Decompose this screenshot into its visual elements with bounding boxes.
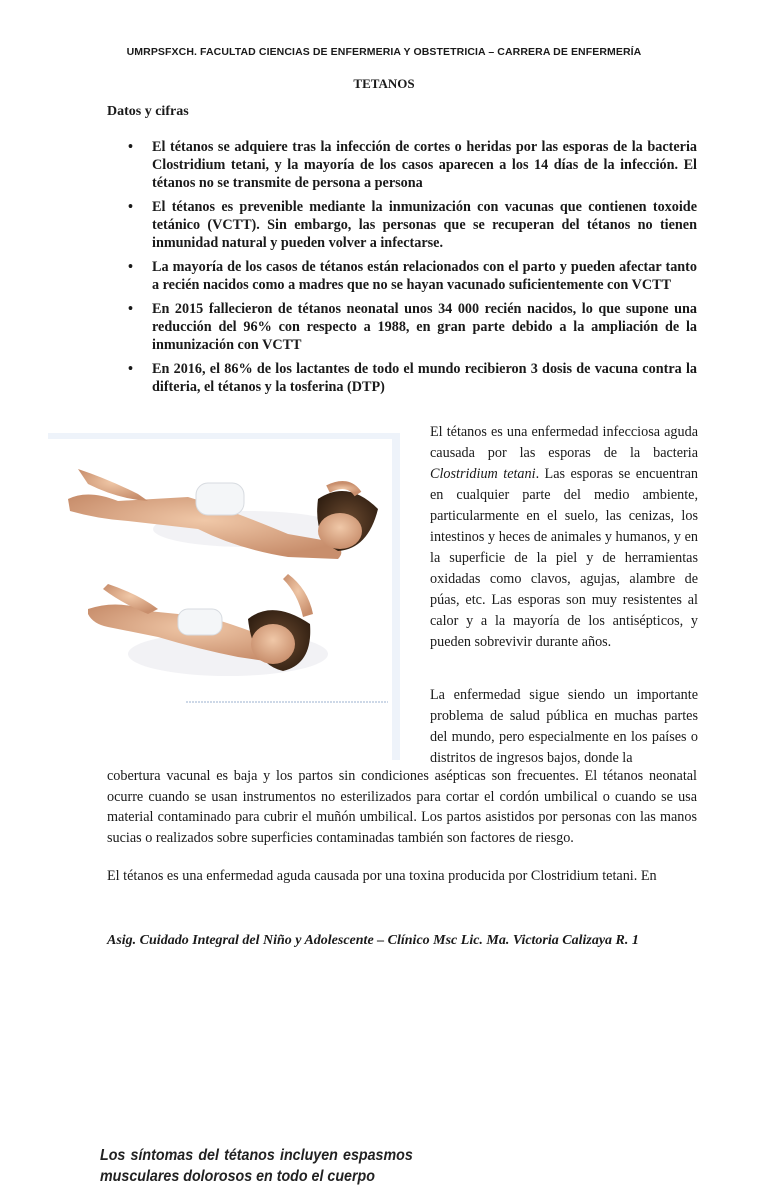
list-item: • El tétanos se adquiere tras la infección de cortes o heridas por las esporas de la bacteria Clostridium tetani, y la mayoría de los casos aparecen a los 14 días de la infección. El tétanos no se transmite de persona a persona	[152, 138, 697, 192]
paragraph-1-text-b: . Las esporas se encuentran en cualquier parte del medio ambiente, particularmente en el suelo, las cenizas, los intestinos y heces de animales y humanos, y en la superficie de la piel y de herramientas oxidadas como clavos, agujas, alambre de púas, etc. Las esporas son muy resistentes al calor y a la mayoría de los antisépticos, y pueden sobrevivir durante años.	[430, 466, 698, 650]
list-item: • En 2015 fallecieron de tétanos neonatal unos 34 000 recién nacidos, lo que supone una reducción del 96% con respecto a 1988, en gran parte debido a la ampliación de la inmunización con VCTT	[152, 300, 697, 354]
paragraph-3: El tétanos es una enfermedad aguda causada por una toxina producida por Clostridium tetani. En	[107, 868, 657, 884]
infant-spasm-illustration	[48, 439, 392, 760]
paragraph-1-text-a: El tétanos es una enfermedad infecciosa aguda causada por las esporas de la bacteria	[430, 424, 698, 461]
list-item: • En 2016, el 86% de los lactantes de todo el mundo recibieron 3 dosis de vacuna contra la difteria, el tétanos y la tosferina (DTP)	[152, 360, 697, 396]
list-item: • La mayoría de los casos de tétanos están relacionados con el parto y pueden afectar tanto a recién nacidos como a madres que no se hayan vacunado suficientemente con VCTT	[152, 258, 697, 294]
section-heading: Datos y cifras	[107, 104, 189, 119]
species-name: Clostridium tetani	[430, 466, 536, 482]
page-footer: Asig. Cuidado Integral del Niño y Adolescente – Clínico Msc Lic. Ma. Victoria Calizaya R. 1	[107, 933, 639, 948]
paragraph-1	[430, 422, 698, 653]
infant-top	[68, 469, 378, 559]
list-item: • El tétanos es prevenible mediante la inmunización con vacunas que contienen toxoide tetánico (VCTT). Sin embargo, las personas que se recuperan del tétanos no tienen inmunidad natural y pueden volver a infectarse.	[152, 198, 697, 252]
facts-list	[152, 138, 697, 402]
page-title: TETANOS	[353, 76, 415, 91]
document-header: UMRPSFXCH. FACULTAD CIENCIAS DE ENFERMERIA Y OBSTETRICIA – CARRERA DE ENFERMERÍA	[126, 46, 642, 58]
paragraph-2-side: La enfermedad sigue siendo un importante problema de salud pública en muchas partes del mundo, pero especialmente en los países o distritos de ingresos bajos, donde la	[430, 687, 698, 766]
figure-caption: Los síntomas del tétanos incluyen espasmos musculares dolorosos en todo el cuerpo	[100, 1147, 413, 1185]
paragraph-2-continuation: cobertura vacunal es baja y los partos sin condiciones asépticas son frecuentes. El tétanos neonatal ocurre cuando se usan instrumentos no esterilizados para cortar el cordón umbilical o cuando se usa material contaminado para cubrir el muñón umbilical. Los partos asistidos por personas con las manos sucias o realizados sobre superficies contaminadas también son factores de riesgo.	[107, 768, 697, 846]
infant-bottom	[88, 574, 328, 676]
